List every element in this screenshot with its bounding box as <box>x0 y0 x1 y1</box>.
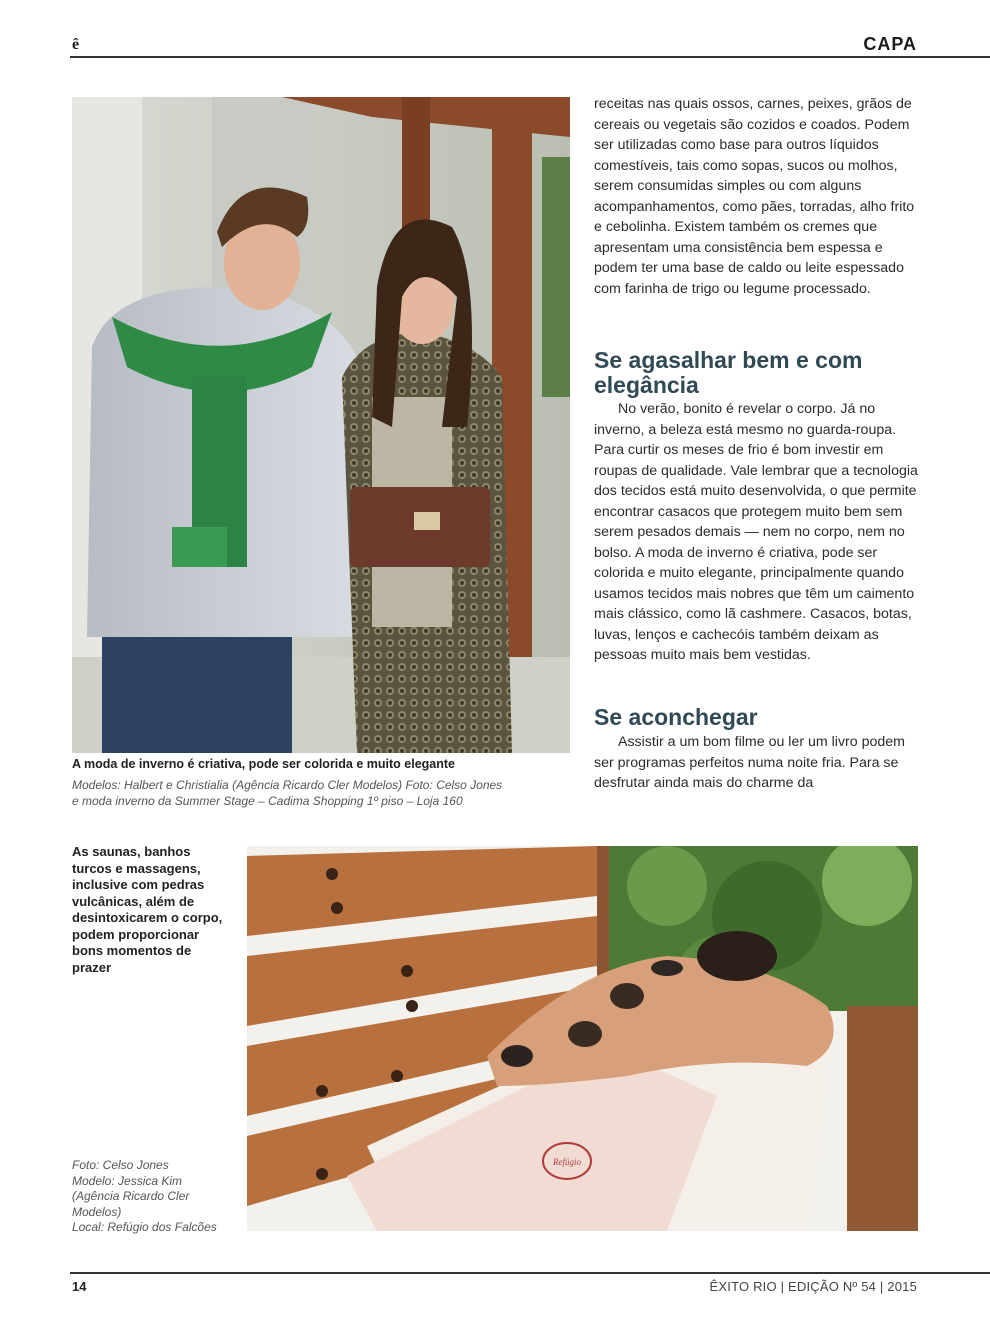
fashion-photo <box>72 97 570 753</box>
photo2-caption: As saunas, banhos turcos e massagens, inclusive com pedras vulcânicas, além de desintoxicarem o corpo, podem proporcionar bons momentos de prazer <box>72 844 223 975</box>
photo2-credit-line: Local: Refúgio dos Falcões <box>72 1220 217 1234</box>
photo1-credit <box>72 777 570 809</box>
article-section2: Assistir a um bom filme ou ler um livro podem ser programas perfeitos numa noite fria. Para se desfrutar ainda mais do charme da <box>594 734 905 791</box>
footer-publication: ÊXITO RIO | EDIÇÃO Nº 54 | 2015 <box>709 1279 917 1294</box>
towel-logo-text: Refúgio <box>553 1157 581 1167</box>
magazine-logo: ê <box>72 36 79 53</box>
section-title: CAPA <box>863 34 917 54</box>
photo1-credit-line: e moda inverno da Summer Stage – Cadima Shopping 1º piso – Loja 160 <box>72 794 463 808</box>
article-intro: receitas nas quais ossos, carnes, peixes, grãos de cereais ou vegetais são cozidos e coados. Podem ser utilizadas como base para outros líquidos comestíveis, tais como sopas, sucos ou molhos, serem consumidas simples ou com alguns acompanhamentos, como pães, torradas, alho frito e cebolinha. Existem também os cremes que apresentam uma consistência bem espessa e podem ter uma base de caldo ou leite espessado com farinha de trigo ou legume processado. <box>594 96 915 297</box>
header-rule <box>70 56 990 58</box>
photo1-caption: A moda de inverno é criativa, pode ser colorida e muito elegante <box>72 757 455 771</box>
photo1-credit-line: Modelos: Halbert e Christialia (Agência Ricardo Cler Modelos) Foto: Celso Jones <box>72 778 503 792</box>
photo2-credit-line: (Agência Ricardo Cler <box>72 1189 190 1203</box>
page-number: 14 <box>72 1279 87 1294</box>
footer-rule <box>70 1272 990 1274</box>
photo2-credit-line: Modelos) <box>72 1204 122 1219</box>
article-section1: No verão, bonito é revelar o corpo. Já no inverno, a beleza está mesmo no guarda-roupa. Para curtir os meses de frio é bom investir em roupas de qualidade. Vale lembrar que a tecnologia dos tecidos está muito desenvolvida, o que permite encontrar casacos que protegem muito bem sem serem pesados demais — nem no corpo, nem no bolso. A moda de inverno é criativa, pode ser colorida e muito elegante, principalmente quando usamos tecidos mais nobres que têm um caimento mais clássico, como lã cashmere. Casacos, botas, luvas, lenços e cachecóis também deixam as pessoas muito mais bem vestidas. <box>594 401 918 663</box>
photo2-credit <box>72 1158 232 1236</box>
photo2-credit-line: Modelo: Jessica Kim <box>72 1173 183 1188</box>
heading-se-aconchegar: Se aconchegar <box>594 704 758 730</box>
photo2-credit-line: Foto: Celso Jones <box>72 1158 169 1172</box>
massage-photo <box>247 846 918 1231</box>
heading-se-agasalhar: Se agasalhar bem e com elegância <box>594 347 863 398</box>
